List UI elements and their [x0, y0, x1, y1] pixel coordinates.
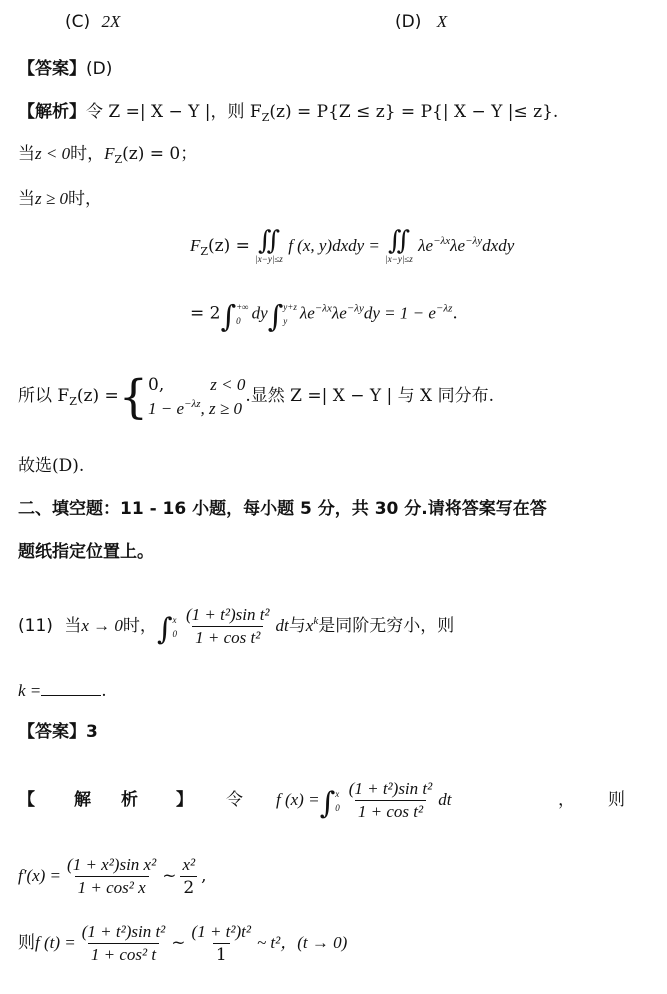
- q11-text4: 是同阶无穷小，则: [318, 616, 455, 636]
- last-fraction-2: [189, 921, 254, 966]
- integral-sign-outer: ∫: [220, 299, 237, 335]
- line2-body: λe: [299, 303, 315, 323]
- last-fraction: [79, 921, 169, 966]
- section-heading-line1: [18, 497, 547, 521]
- q11-lower: 0: [172, 628, 177, 639]
- cases: [148, 373, 245, 421]
- deriv-num2: x²: [182, 855, 196, 874]
- deriv-fraction: [64, 854, 159, 899]
- q11-answer-value: 3: [86, 722, 98, 742]
- case-row-2: [148, 397, 245, 421]
- line2-dy: dy: [251, 303, 268, 323]
- answer-blank-line: [18, 677, 107, 703]
- analysis-then: 则: [608, 790, 625, 810]
- q11-k: k: [313, 615, 319, 627]
- choice-d-value: X: [436, 12, 448, 31]
- q11-num: (1 + t²)sin t²: [186, 605, 270, 624]
- derivative-line: [18, 848, 207, 904]
- analysis-bracket-close: 】: [176, 790, 193, 810]
- fx-integral-sign: ∫: [319, 786, 336, 821]
- line2-exp2: −λy: [346, 302, 364, 315]
- case2-math: z ≥ 0: [35, 189, 68, 208]
- inner-upper: y+z: [283, 302, 297, 312]
- choice-c-label: (C): [65, 12, 91, 32]
- case1-prefix: 当: [18, 144, 35, 164]
- analysis-tag: 【解析】: [18, 102, 86, 122]
- case-negative: 当z < 0时，$F_Z(z) = 0$；: [18, 144, 198, 166]
- fx-lhs: f (x) =: [276, 790, 320, 809]
- q11-answer-tag: 【答案】: [18, 722, 86, 742]
- fx-fraction: [346, 778, 436, 823]
- q11-cond: x → 0: [81, 616, 123, 635]
- q11-integral-sign: ∫: [156, 612, 173, 647]
- inner-lower: y: [283, 316, 288, 326]
- region-1: |x−y|≤z: [255, 254, 283, 264]
- section-heading-line2: [18, 540, 154, 564]
- q11-analysis-line: [18, 772, 658, 828]
- deriv-approx: ~: [162, 866, 177, 886]
- region-2: |x−y|≤z: [385, 254, 413, 264]
- last-num2: (1 + t²)t²: [191, 922, 251, 941]
- last-den: 1 + cos² t: [88, 943, 159, 966]
- fx-lower: 0: [335, 802, 340, 813]
- case-row-1-cond: z < 0: [210, 374, 246, 394]
- integral-body2: λe: [450, 236, 466, 255]
- exp-ly: −λy: [465, 235, 483, 247]
- sum-eq: (z) =: [76, 386, 119, 406]
- case1-mid: 时，: [70, 144, 105, 164]
- integral-f: f (x, y)dxdy =: [288, 236, 380, 255]
- line2-exp1: −λx: [314, 302, 332, 315]
- choice-c: [65, 10, 120, 34]
- q11-fx-definition: [276, 772, 451, 832]
- inner-limits: [283, 300, 297, 328]
- deriv-lhs: f′(x) =: [18, 866, 62, 885]
- case-row-1-val: 0,: [148, 374, 165, 395]
- piecewise-summary: 所以 $F_Z(z)$ ={ 0, z < 0 $1 - e^{-\lambda z}$, z ≥ 0 .显然 Z =| X − Y | 与 X 同分布.: [18, 369, 494, 424]
- conclusion: [18, 454, 84, 478]
- case-row-2-val: 1 − e: [148, 398, 185, 418]
- question-11: [18, 598, 454, 654]
- line2-lead: = 2: [190, 303, 221, 324]
- deriv-den: 1 + cos² x: [75, 876, 149, 899]
- section-heading-text1: 二、填空题：11 - 16 小题，每小题 5 分，共 30 分.请将答案写在答: [18, 499, 547, 519]
- analysis-bracket-open: 【: [18, 790, 35, 810]
- line2-end: .: [452, 303, 458, 324]
- analysis-intro: 【解析】令 Z =| X − Y |，则 $F_Z(z) = P\{Z \le z\} = P\{|$ X − Y |≤ z}.: [18, 102, 559, 124]
- q11-den: 1 + cos t²: [192, 626, 263, 649]
- q11-text2: 时，: [122, 616, 157, 636]
- final-line: [18, 915, 347, 971]
- analysis-char-ling: 令: [226, 790, 243, 810]
- fx-den: 1 + cos t²: [355, 800, 426, 823]
- q11-fraction: [183, 604, 273, 649]
- exp-lx: −λx: [433, 235, 451, 247]
- q11-limits: [173, 613, 178, 641]
- last-lhs: f (t) =: [35, 933, 76, 952]
- integral-sign-inner: ∫: [267, 299, 284, 335]
- integral-dxdy: dxdy: [482, 236, 515, 255]
- line2-tail: dy = 1 − e: [363, 303, 436, 323]
- choice-c-value: 2X: [101, 12, 121, 31]
- answer-value: (D): [86, 59, 113, 79]
- case-row-2-cond: , z ≥ 0: [200, 398, 242, 418]
- deriv-num: (1 + x²)sin x²: [67, 855, 157, 874]
- case-row-2-exp: −λz: [184, 397, 201, 410]
- answer-tag: 【答案】: [18, 59, 86, 79]
- double-integral-sign-1: ∬ |x−y|≤z: [255, 226, 283, 264]
- answer-line: [18, 57, 112, 81]
- left-brace: {: [118, 369, 149, 424]
- section-heading-text2: 题纸指定位置上。: [18, 542, 154, 562]
- outer-lower: 0: [236, 316, 241, 326]
- last-num: (1 + t²)sin t²: [81, 922, 166, 941]
- line2-exp3: −λz: [435, 302, 453, 315]
- analysis-intro-rest: (z) = P{Z ≤ z} = P{| X − Y |≤ z}.: [269, 102, 559, 122]
- blank-prefix: k =: [18, 681, 42, 700]
- fx-upper: x: [335, 788, 340, 799]
- outer-upper: +∞: [236, 302, 249, 312]
- conclusion-text: 故选(D).: [18, 456, 85, 476]
- fx-num: (1 + t²)sin t²: [348, 779, 433, 798]
- analysis-intro-text: 令 Z =| X − Y |，则 F: [86, 102, 262, 122]
- fx-limits: [335, 787, 340, 815]
- case2-prefix: 当: [18, 189, 35, 209]
- last-prefix: 则: [18, 933, 35, 953]
- answer-blank[interactable]: [41, 677, 101, 696]
- q11-text3: 与: [288, 616, 306, 636]
- blank-suffix: .: [101, 681, 107, 701]
- choice-d: [395, 10, 447, 34]
- deriv-den2: 2: [180, 876, 197, 899]
- q11-text1: 当: [64, 616, 82, 636]
- sum-tail: .显然 Z =| X − Y | 与 X 同分布.: [245, 386, 494, 406]
- double-integral-line: $F_Z(z)$ = ∬ |x−y|≤z f (x, y)dxdy = ∬ |x−y|≤z $\lambda e^{-\lambda x}\lambda e^{-\lambda y}dxdy$: [190, 226, 515, 264]
- sum-prefix: 所以 F: [18, 386, 70, 406]
- choice-d-label: (D): [395, 12, 422, 32]
- case1-math: z < 0: [35, 144, 71, 163]
- q11-dt: dt: [275, 616, 289, 635]
- q11-answer-line: [18, 720, 98, 744]
- analysis-comma: ，: [558, 790, 575, 810]
- case-row-1: [148, 373, 245, 397]
- last-approx: ~: [171, 933, 186, 953]
- fx-dt: dt: [438, 790, 452, 809]
- case-positive: [18, 187, 102, 211]
- case1-eq: (z) = 0；: [122, 144, 198, 164]
- outer-limits: [236, 300, 249, 328]
- line2-body2: λe: [331, 303, 347, 323]
- double-integral-sign-2: ∬ |x−y|≤z: [385, 226, 413, 264]
- integral-lhs: (z) =: [208, 236, 250, 256]
- last-den2: 1: [213, 943, 230, 966]
- case2-mid: 时，: [67, 189, 102, 209]
- deriv-fraction-2: [179, 854, 198, 899]
- q11-xk: x: [305, 616, 314, 635]
- q11-upper: x: [172, 614, 177, 625]
- deriv-end: ,: [201, 866, 207, 886]
- iterated-integral-line: [190, 299, 458, 335]
- analysis-char-jie: 解: [74, 790, 91, 810]
- last-cond: (t → 0): [297, 933, 348, 952]
- question-number: (11): [18, 616, 53, 636]
- last-tail: ~ t²，: [256, 933, 298, 952]
- integral-body: λe: [418, 236, 434, 255]
- analysis-char-xi: 析: [121, 790, 138, 810]
